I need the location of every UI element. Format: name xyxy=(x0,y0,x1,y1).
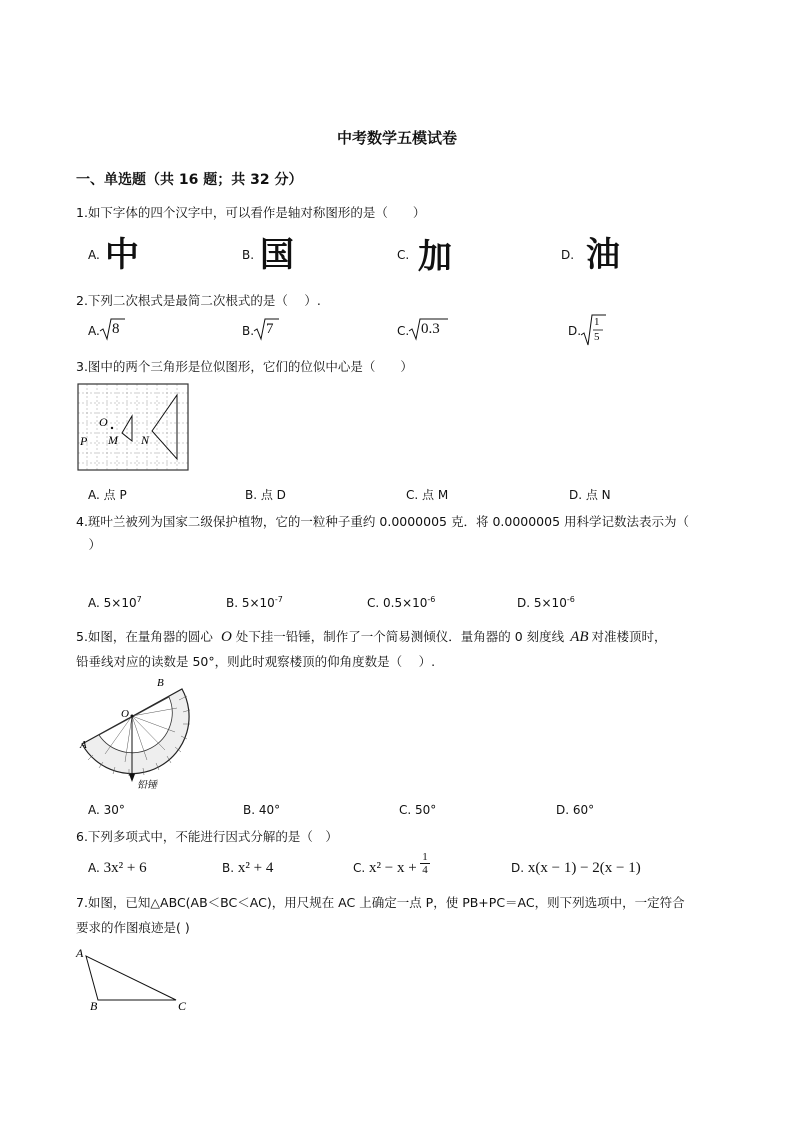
q5-option-d: D. 60° xyxy=(556,803,595,817)
q6-option-a xyxy=(88,860,147,877)
protractor-svg xyxy=(77,672,197,794)
q5-stem-part-a: 5.如图，在量角器的圆心 xyxy=(76,629,213,644)
q6-option-a-expr: 3x² + 6 xyxy=(103,860,147,876)
q7-triangle-figure xyxy=(74,944,198,1017)
q6-option-a-label: A. xyxy=(88,861,100,875)
q6-option-c xyxy=(353,860,417,877)
q4-option-a-base: A. 5×10 xyxy=(88,596,137,610)
q5-stem-part-b: 处下挂一铅锤，制作了一个简易测倾仪．量角器的 0 刻度线 xyxy=(235,629,565,644)
label-b: B xyxy=(157,677,164,689)
q6-option-c-fraction xyxy=(420,851,430,876)
label-a: A xyxy=(76,946,84,960)
q2-option-c-label: C. xyxy=(397,324,410,338)
q6-option-c-label: C. xyxy=(353,861,366,875)
q6-option-d-expr: x(x − 1) − 2(x − 1) xyxy=(527,860,641,876)
question-7-stem-line-2: 要求的作图痕迹是( ) xyxy=(76,920,190,935)
question-2-stem: 2.下列二次根式是最简二次根式的是（ ）. xyxy=(76,293,321,308)
q2-option-d-label: D. xyxy=(568,324,582,338)
triangle-svg xyxy=(74,944,198,1014)
q3-option-c: C. 点 M xyxy=(406,488,449,502)
q6-option-c-denominator: 4 xyxy=(420,863,430,876)
question-3-stem: 3.图中的两个三角形是位似图形，它们的位似中心是（ ） xyxy=(76,359,413,374)
q2-option-a-label: A. xyxy=(88,324,100,338)
point-o xyxy=(111,427,113,429)
q6-option-c-numerator: 1 xyxy=(422,851,428,863)
q3-grid-figure xyxy=(77,383,189,474)
q5-protractor-figure xyxy=(77,672,197,797)
label-b: B xyxy=(90,999,98,1013)
q3-option-b: B. 点 D xyxy=(245,488,286,502)
q6-option-c-expr: x² − x + xyxy=(369,860,417,876)
q6-option-d-label: D. xyxy=(511,861,525,875)
q2-option-d-denominator: 5 xyxy=(594,331,600,343)
q6-option-b xyxy=(222,860,273,877)
q6-option-b-expr: x² + 4 xyxy=(237,860,274,876)
q3-option-d: D. 点 N xyxy=(569,488,611,502)
q4-option-a-exp: 7 xyxy=(136,595,142,604)
question-7-stem-line-1: 7.如图，已知△ABC(AB＜BC＜AC)，用尺规在 AC 上确定一点 P，使 PB+PC＝AC，则下列选项中，一定符合 xyxy=(76,895,685,910)
question-5-stem-line-1 xyxy=(76,627,667,646)
q4-option-b-exp: -7 xyxy=(274,595,283,604)
q2-option-b-label: B. xyxy=(242,324,255,338)
q1-option-a-char: 中 xyxy=(105,235,139,275)
question-6-stem: 6.下列多项式中，不能进行因式分解的是（ ） xyxy=(76,829,338,844)
q2-option-b-radicand: 7 xyxy=(266,321,274,337)
q1-option-d-label: D. xyxy=(561,248,575,262)
large-triangle xyxy=(152,395,177,459)
question-5-stem-line-2: 铅垂线对应的读数是 50°，则此时观察楼顶的仰角度数是（ ）. xyxy=(76,654,436,669)
q1-option-c-char: 加 xyxy=(418,237,452,277)
q3-option-a: A. 点 P xyxy=(88,488,127,502)
label-p: P xyxy=(80,434,88,448)
page-title: 中考数学五模试卷 xyxy=(336,129,457,147)
q5-option-b: B. 40° xyxy=(243,803,281,817)
question-4-stem-line-1: 4.斑叶兰被列为国家二级保护植物，它的一粒种子重约 0.0000005 克．将 0.0000005 用科学记数法表示为（ xyxy=(76,514,690,529)
q4-option-c xyxy=(367,595,435,610)
q2-option-d-numerator: 1 xyxy=(594,316,600,328)
q2-option-c-radicand: 0.3 xyxy=(421,321,440,337)
q5-stem-part-c: 对准楼顶时， xyxy=(591,629,667,644)
q4-option-a xyxy=(88,595,142,610)
label-n: N xyxy=(141,433,150,447)
q2-option-a-radicand: 8 xyxy=(112,321,120,337)
q1-option-c-label: C. xyxy=(397,248,410,262)
q5-var-o: O xyxy=(220,629,232,645)
q4-option-c-exp: -6 xyxy=(427,595,436,604)
q1-option-a-label: A. xyxy=(88,248,100,262)
triangle-abc xyxy=(86,956,176,1000)
q5-var-ab: AB xyxy=(570,629,589,645)
q5-option-c: C. 50° xyxy=(399,803,437,817)
q1-option-d-char: 油 xyxy=(586,235,620,275)
q5-option-a: A. 30° xyxy=(88,803,125,817)
q6-option-d xyxy=(511,860,641,877)
label-a: A xyxy=(80,739,87,751)
q4-option-b-base: B. 5×10 xyxy=(226,596,275,610)
q1-option-b-label: B. xyxy=(242,248,255,262)
label-o: O xyxy=(121,708,129,720)
q4-option-b xyxy=(226,595,283,610)
q4-option-d-exp: -6 xyxy=(566,595,575,604)
radical-sign-icon xyxy=(580,313,606,347)
q3-grid-svg xyxy=(77,383,189,471)
grid-lines xyxy=(78,384,188,470)
question-4-stem-line-2: ） xyxy=(76,537,102,552)
label-m: M xyxy=(108,433,118,447)
section-heading: 一、单选题（共 16 题；共 32 分） xyxy=(76,172,303,188)
q4-option-d xyxy=(517,595,575,610)
q4-option-d-base: D. 5×10 xyxy=(517,596,567,610)
label-o: O xyxy=(99,415,108,429)
q6-option-b-label: B. xyxy=(222,861,235,875)
plumb-weight-icon xyxy=(129,774,135,782)
q1-option-b-char: 国 xyxy=(260,235,294,275)
label-c: C xyxy=(178,999,187,1013)
label-weight: 铅锤 xyxy=(137,780,157,791)
q4-option-c-base: C. 0.5×10 xyxy=(367,596,428,610)
question-1-stem: 1.如下字体的四个汉字中，可以看作是轴对称图形的是（ ） xyxy=(76,205,426,220)
grid-border xyxy=(78,384,188,470)
